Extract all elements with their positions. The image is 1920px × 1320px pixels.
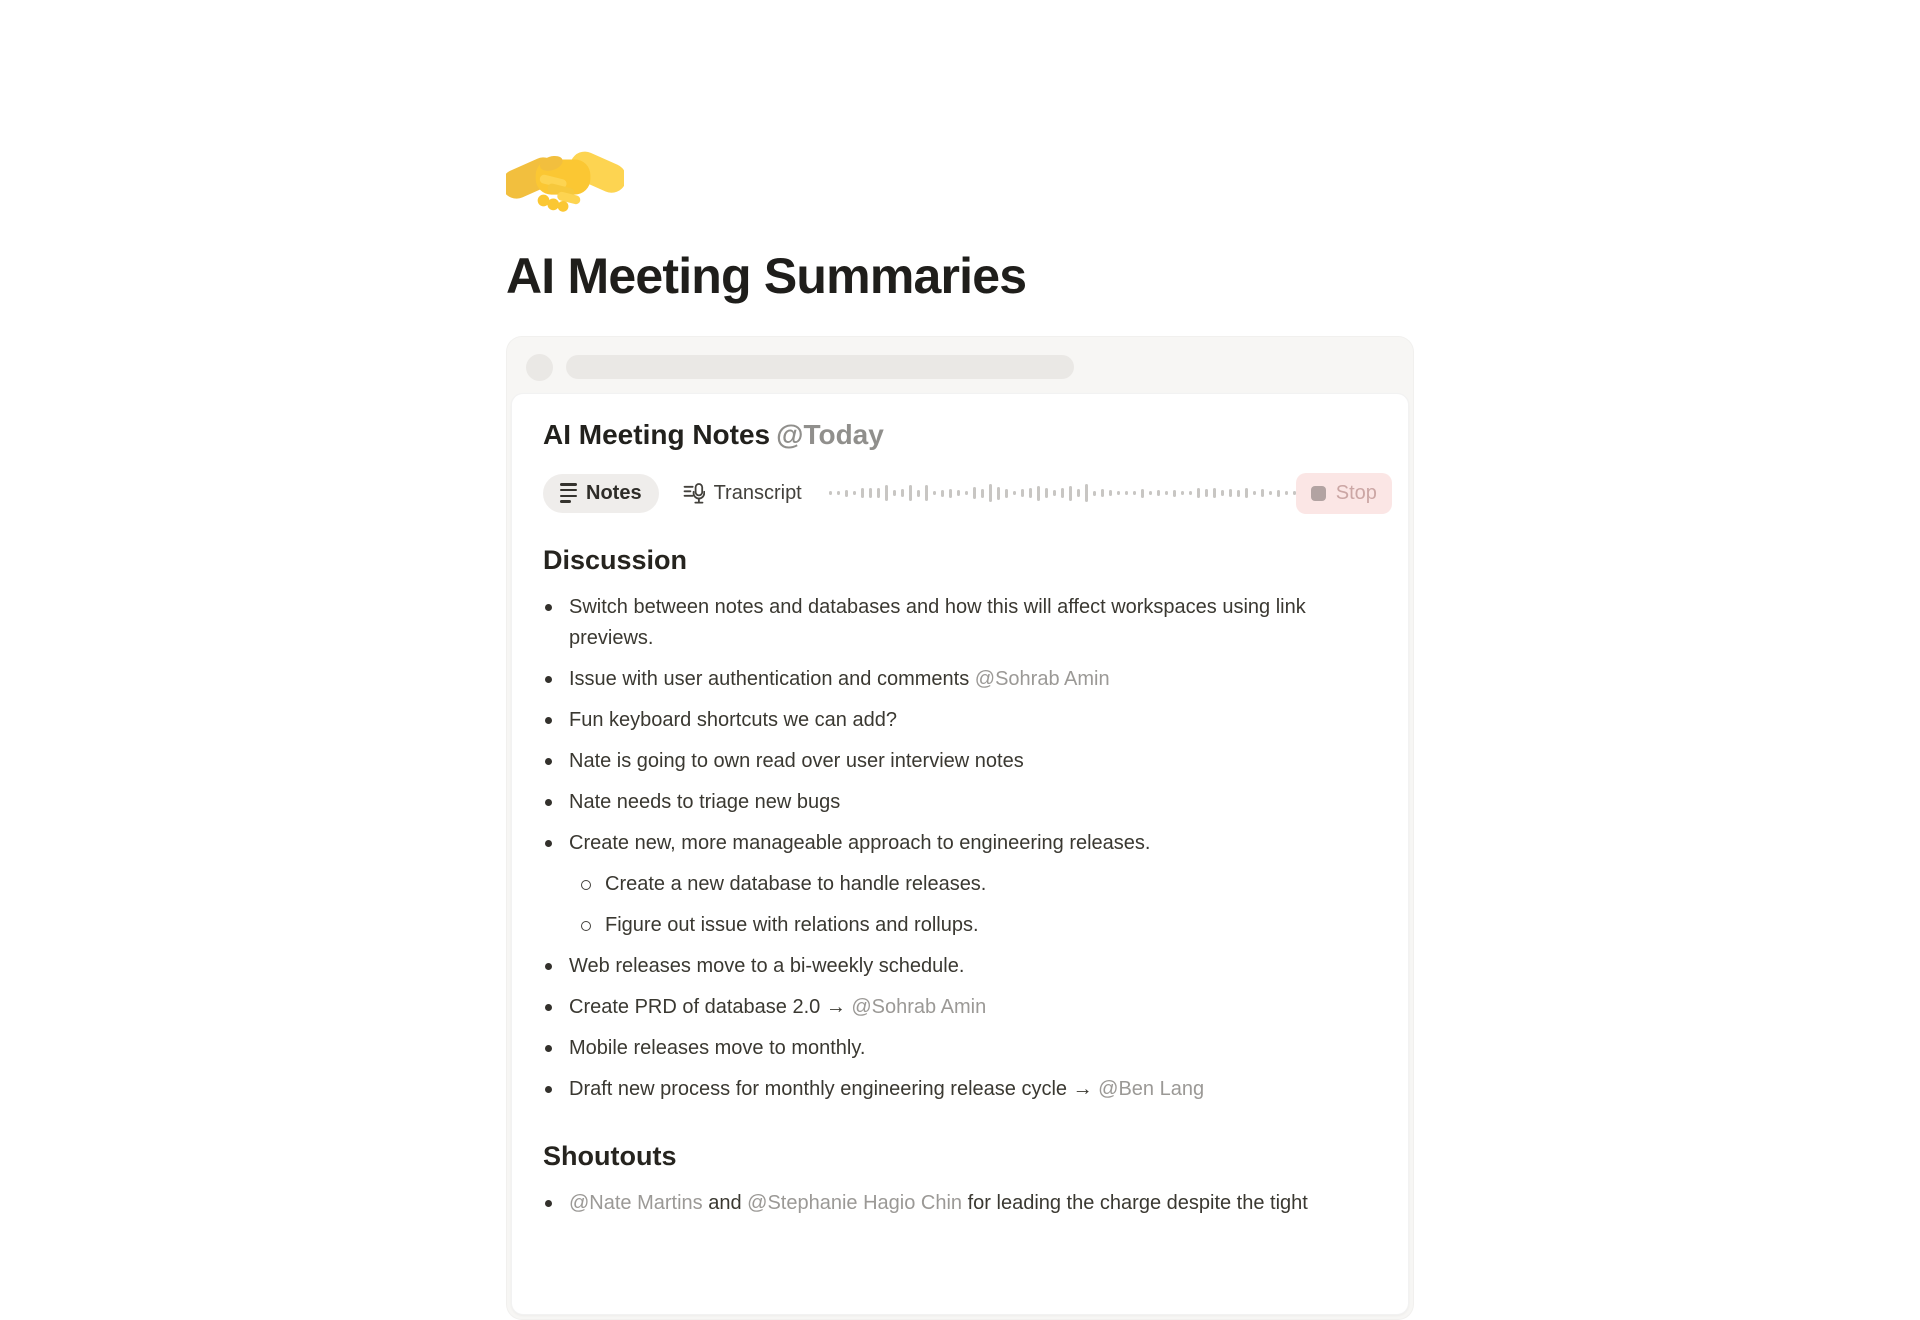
list-item-text [605,910,979,941]
user-mention[interactable]: @Ben Lang [1098,1078,1205,1100]
waveform-bar [1005,489,1008,498]
card-title-text: AI Meeting Notes [543,419,771,450]
waveform-bar [1013,491,1016,495]
bullet-dot-icon [545,1074,569,1105]
list-item[interactable] [545,659,1388,700]
waveform-bar [1269,491,1272,495]
text-segment: Create new, more manageable approach to engineering releases. [569,832,1151,854]
card-content [543,544,1388,1224]
waveform-bar [1285,491,1288,495]
waveform-bar [1221,490,1224,496]
waveform-bar [1037,486,1040,501]
waveform-bar [925,485,928,501]
meeting-card [506,336,1414,1320]
waveform-bar [1173,490,1176,497]
section-heading[interactable]: Shoutouts [543,1141,677,1171]
tab-notes-label: Notes [586,481,642,504]
text-segment: Figure out issue with relations and rollups. [605,914,979,936]
transcript-mic-icon [682,482,705,505]
waveform-bar [869,488,872,498]
section-heading[interactable]: Discussion [543,545,688,575]
text-segment: Create a new database to handle releases. [605,873,987,895]
notes-lines-icon [560,483,577,503]
waveform-bar [1133,491,1136,495]
waveform-bar [1045,488,1048,498]
waveform-bar [1029,488,1032,498]
waveform-bar [1205,489,1208,497]
waveform-bar [1165,491,1168,495]
bullet-dot-icon [545,992,569,1023]
stop-button-label: Stop [1335,481,1377,504]
user-mention[interactable]: @Sohrab Amin [851,996,987,1018]
waveform-bar [1109,490,1112,496]
waveform-bar [1261,489,1264,497]
waveform-bar [1245,488,1248,498]
list-item-text [569,951,964,982]
bullet-circle-icon [581,910,605,941]
text-segment: Mobile releases move to monthly. [569,1037,866,1059]
waveform-bar [981,489,984,498]
handshake-emoji-icon[interactable] [506,138,624,220]
waveform-bar [1197,488,1200,498]
list-item[interactable] [581,905,1388,946]
list-item-text [605,869,986,900]
waveform-bar [909,485,912,501]
user-mention[interactable]: @Nate Martins [569,1192,703,1214]
waveform-bar [1021,489,1024,497]
waveform-bar [917,490,920,497]
waveform-bar [1253,491,1256,495]
text-segment: Nate needs to triage new bugs [569,791,841,813]
list-item[interactable] [581,864,1388,905]
bullet-dot-icon [545,951,569,982]
text-segment: Issue with user authentication and comments [569,668,975,690]
tab-notes[interactable] [543,474,659,513]
tab-transcript-label: Transcript [713,481,802,504]
list-item-text [569,787,840,818]
list-item-text [569,992,986,1023]
waveform-bar [885,485,888,501]
waveform-bar [941,490,944,497]
list-item-text [569,1074,1204,1105]
bullet-dot-icon [545,828,569,859]
waveform-bar [901,489,904,497]
avatar-placeholder [526,354,553,381]
waveform-bar [877,488,880,498]
waveform-bar [853,491,856,495]
waveform-bar [1117,491,1120,495]
bullet-dot-icon [545,787,569,818]
waveform-bar [1085,484,1088,502]
text-segment: Switch between notes and databases and how this will affect workspaces using link previews. [569,596,1306,649]
list-item-text [569,1033,865,1064]
waveform-bar [1069,486,1072,501]
bullet-dot-icon [545,664,569,695]
waveform-bar [861,488,864,498]
waveform-bar [1181,491,1184,495]
bullet-dot-icon [545,1188,569,1219]
waveform-bar [829,491,832,495]
waveform-bar [1277,490,1280,497]
user-mention[interactable]: @Stephanie Hagio Chin [747,1192,963,1214]
bullet-dot-icon [545,705,569,736]
waveform-bar [1149,491,1152,495]
list-item[interactable] [545,1028,1388,1069]
bullet-dot-icon [545,746,569,777]
meeting-notes-panel [511,393,1409,1315]
waveform-bar [949,489,952,498]
list-item[interactable] [545,946,1388,987]
list-item[interactable] [545,587,1388,659]
tab-transcript[interactable] [682,482,802,505]
stop-recording-button[interactable] [1296,473,1392,514]
text-segment: Create PRD of database 2.0 → [569,996,852,1018]
list-item-text [569,828,1150,859]
text-segment: Nate is going to own read over user interview notes [569,750,1024,772]
waveform-bar [1125,491,1128,495]
list-item-text [569,705,897,736]
waveform-bar [1237,490,1240,497]
waveform-bar [1093,491,1096,496]
text-segment: Draft new process for monthly engineering release cycle → [569,1078,1099,1100]
waveform-bar [1157,490,1160,496]
waveform-bar [965,491,968,495]
bullet-circle-icon [581,869,605,900]
card-title[interactable] [543,418,1388,452]
list-item[interactable] [545,741,1388,782]
text-segment: for leading the charge despite the tight [962,1192,1308,1214]
waveform-bar [893,490,896,496]
list-item-text [569,592,1388,654]
list-item[interactable] [545,1183,1388,1224]
waveform-bar [1101,489,1104,497]
audio-waveform [829,473,1296,513]
card-toolbar [543,472,1388,514]
bullet-dot-icon [545,592,569,623]
waveform-bar [989,484,992,502]
waveform-bar [1229,489,1232,497]
waveform-bar [1213,488,1216,498]
list-item-text [569,1188,1308,1219]
waveform-bar [1189,491,1192,495]
waveform-bar [973,487,976,499]
list-item[interactable] [545,1069,1388,1110]
notion-page [506,0,1414,1320]
list-item[interactable] [545,700,1388,741]
list-item-text [569,746,1024,777]
page-title[interactable]: AI Meeting Summaries [506,248,1027,304]
bullet-dot-icon [545,1033,569,1064]
card-header-placeholder [511,341,1409,393]
list-item[interactable] [545,782,1388,823]
waveform-bar [845,490,848,497]
list-item[interactable] [545,823,1388,864]
list-item-text [569,664,1110,695]
waveform-bar [957,490,960,496]
waveform-bar [997,487,1000,500]
waveform-bar [837,491,840,495]
user-mention[interactable]: @Sohrab Amin [974,668,1110,690]
waveform-bar [1077,489,1080,497]
stop-square-icon [1311,486,1326,501]
title-placeholder-bar [566,355,1074,379]
date-mention[interactable]: @Today [776,419,884,450]
waveform-bar [933,491,936,495]
waveform-bar [1053,490,1056,496]
text-segment: Fun keyboard shortcuts we can add? [569,709,897,731]
waveform-bar [1061,488,1064,498]
text-segment: and [702,1192,748,1214]
text-segment: Web releases move to a bi-weekly schedule. [569,955,965,977]
list-item[interactable] [545,987,1388,1028]
waveform-bar [1141,489,1144,498]
